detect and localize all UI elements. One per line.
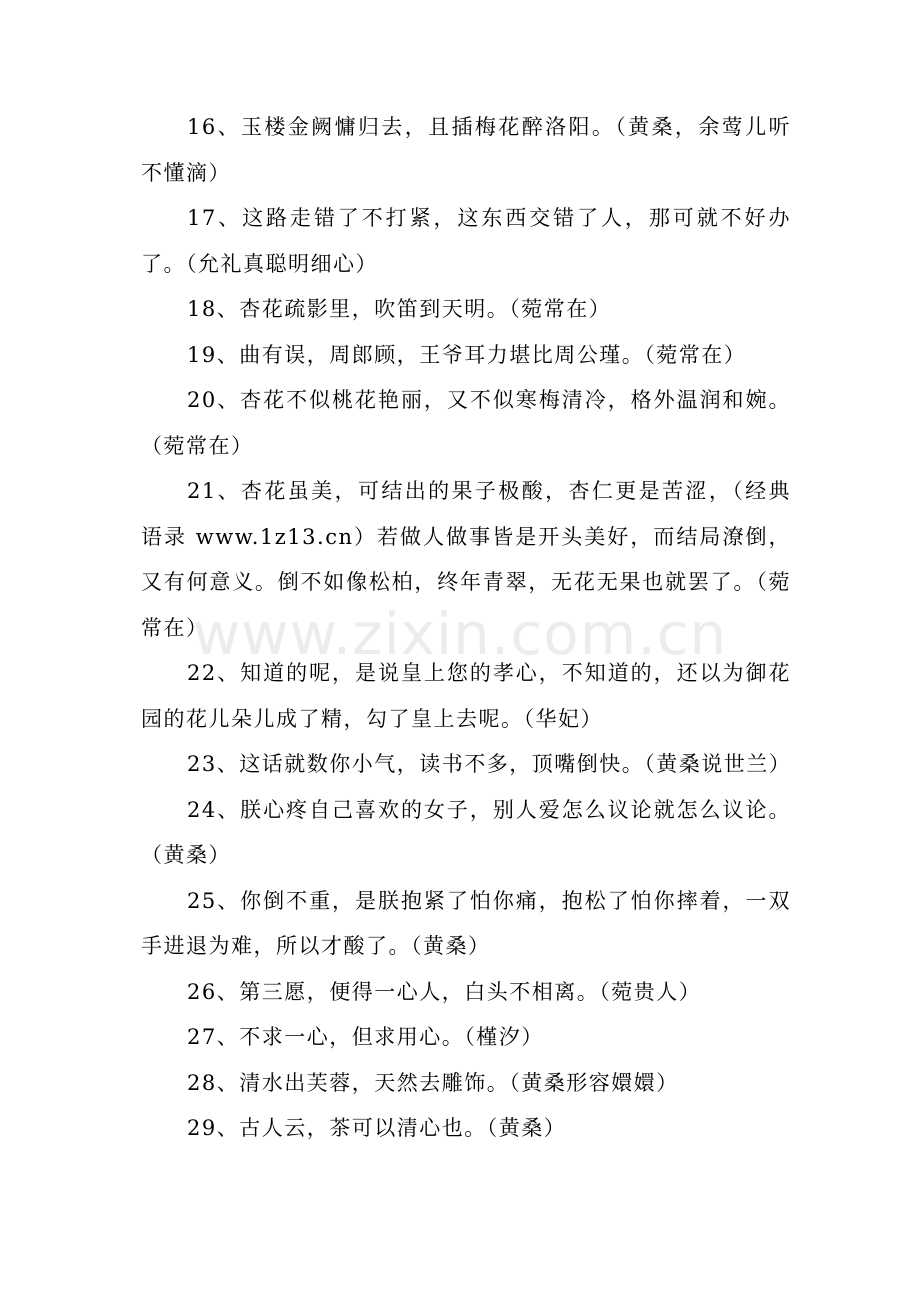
quote-paragraph-16: 16、玉楼金阙慵归去，且插梅花醉洛阳。（黄桑，余莺儿听不懂滴） [141, 115, 791, 185]
quote-paragraph-19: 19、曲有误，周郎顾，王爷耳力堪比周公瑾。（菀常在） [187, 342, 747, 367]
quote-paragraph-18: 18、杏花疏影里，吹笛到天明。（菀常在） [187, 297, 612, 321]
watermark: www.zixin.com.cn [192, 600, 728, 668]
quote-paragraph-24: 24、朕心疼自己喜欢的女子，别人爱怎么议论就怎么议论。（黄桑） [141, 797, 791, 867]
quote-paragraph-27: 27、不求一心，但求用心。（槿汐） [187, 1025, 544, 1049]
quote-paragraph-28: 28、清水出芙蓉，天然去雕饰。（黄桑形容嬛嬛） [187, 1070, 679, 1095]
document-body [141, 105, 791, 1152]
quote-paragraph-20: 20、杏花不似桃花艳丽，又不似寒梅清冷，格外温润和婉。（菀常在） [141, 388, 791, 458]
quote-paragraph-23: 23、这话就数你小气，读书不多，顶嘴倒快。（黄桑说世兰） [187, 752, 792, 776]
quote-paragraph-22: 22、知道的呢，是说皇上您的孝心，不知道的，还以为御花园的花儿朵儿成了精，勾了皇上去呢。（华妃） [141, 661, 791, 731]
quote-paragraph-21: 21、杏花虽美，可结出的果子极酸，杏仁更是苦涩，（经典语录 www.1z13.cn）若做人做事皆是开头美好，而结局潦倒，又有何意义。倒不如像松柏，终年青翠，无花无果也就罢了。（菀常在） [141, 479, 791, 640]
quote-paragraph-17: 17、这路走错了不打紧，这东西交错了人，那可就不好办了。（允礼真聪明细心） [141, 206, 791, 276]
quote-paragraph-29: 29、古人云，茶可以清心也。（黄桑） [187, 1116, 567, 1140]
quote-paragraph-25: 25、你倒不重，是朕抱紧了怕你痛，抱松了怕你摔着，一双手进退为难，所以才酸了。（黄桑） [141, 888, 791, 958]
quote-paragraph-26: 26、第三愿，便得一心人，白头不相离。（菀贵人） [187, 979, 702, 1004]
